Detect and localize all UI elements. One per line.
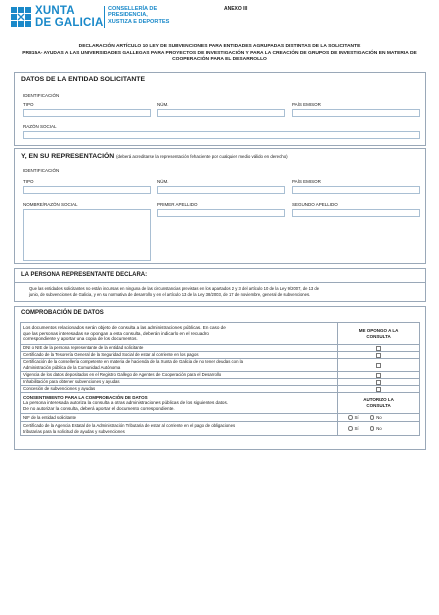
consent-title: CONSENTIMIENTO PARA LA COMPROBACIÓN DE DATOS: [23, 394, 148, 400]
consent-line-1: La persona interesada autoriza la consulta a otras administraciones públicas de los siguientes datos.: [23, 400, 229, 406]
entity-number-field[interactable]: [157, 109, 285, 117]
check-item-label: DNI o NIE de la persona representante de la entidad solicitante: [21, 345, 338, 352]
verification-header-row: [21, 323, 420, 345]
yes-label: Sí: [354, 414, 359, 420]
no-label: No: [376, 414, 382, 420]
oppose-header-line-1: ME OPONGO A LA: [358, 327, 399, 333]
representative-section-title: [21, 153, 288, 160]
oppose-column-header: [338, 323, 420, 345]
rep-surname1-field[interactable]: [157, 209, 285, 217]
title-line-1: DECLARACIÓN ARTÍCULO 10 LEY DE SUBVENCIONES PARA ENTIDADES AGRUPADAS DISTINTAS DE LA SOLICITANTE: [78, 44, 361, 49]
oppose-checkbox-hacienda[interactable]: [376, 363, 381, 368]
oppose-checkbox-disqualification[interactable]: [376, 380, 381, 385]
oppose-checkbox-registry[interactable]: [376, 373, 381, 378]
consent-intro: [21, 393, 338, 414]
verification-title: COMPROBACIÓN DE DATOS: [21, 310, 104, 316]
department-name: [108, 6, 169, 25]
authorize-nif-yes-radio[interactable]: [348, 415, 352, 419]
representative-note: (deberá acreditarse la representación fehaciente por cualquier medio válido en derecho): [116, 154, 288, 159]
rep-surname1-label: PRIMER APELLIDO: [157, 202, 198, 207]
table-row: [21, 422, 420, 436]
verification-intro: [21, 323, 338, 345]
dept-line-2: PRESIDENCIA,: [108, 12, 148, 19]
dept-line-3: XUSTIZA E DEPORTES: [108, 18, 170, 25]
item-3-line-2: Administración pública de la Comunidad Autónoma: [23, 365, 121, 370]
rep-identification-label: IDENTIFICACIÓN: [23, 168, 60, 173]
check-item-label: [21, 359, 338, 372]
table-row: [21, 414, 420, 422]
table-row: [21, 379, 420, 386]
logo-text-xunta: XUNTA: [35, 5, 75, 17]
consent-item-label: [21, 422, 338, 436]
table-row: [21, 372, 420, 379]
xunta-logo: [10, 4, 170, 30]
entity-business-name-field[interactable]: [23, 131, 420, 139]
table-row: [21, 352, 420, 359]
entity-country-field[interactable]: [292, 109, 420, 117]
no-label: No: [376, 425, 382, 431]
declaration-text: [29, 286, 419, 298]
entity-identification-label: IDENTIFICACIÓN: [23, 93, 60, 98]
entity-business-name-label: RAZÓN SOCIAL: [23, 124, 57, 129]
dept-line-1: CONSELLERÍA DE: [108, 6, 158, 12]
intro-line-2: que las personas interesadas se opongan a esta consulta, deberán indicarlo en el recuadro: [23, 330, 209, 336]
authorize-header-line-2: CONSULTA: [366, 403, 391, 408]
rep-name-label: NOMBRE/RAZÓN SOCIAL: [23, 202, 78, 207]
oppose-cell: [338, 345, 420, 352]
rep-type-field[interactable]: [23, 186, 151, 194]
authorize-cell: [338, 422, 420, 436]
check-item-label: Inhabilitación para obtener subvenciones y ayudas: [21, 379, 338, 386]
rep-number-label: NÚM.: [157, 179, 169, 184]
consent-item-2-line-1: Certificado de la Agencia Estatal de la Administración Tributaria de estar al corriente en el pago de obligaciones: [23, 422, 236, 428]
representative-title-text: Y, EN SU REPRESENTACIÓN: [21, 153, 115, 160]
oppose-checkbox-social-security[interactable]: [376, 353, 381, 358]
check-item-label: Concesión de subvenciones y ayudas: [21, 386, 338, 393]
declaration-title: LA PERSONA REPRESENTANTE DECLARA:: [21, 272, 148, 278]
rep-surname2-label: SEGUNDO APELLIDO: [292, 202, 338, 207]
title-line-3: COOPERACIÓN PARA EL DESARROLLO: [172, 57, 267, 63]
consent-line-2: De no autorizar la consulta, deberá aportar el documento correspondiente.: [23, 405, 175, 411]
rep-type-label: TIPO: [23, 179, 34, 184]
consent-header-row: [21, 393, 420, 414]
declaration-line-2: junio, de subvenciones de Galicia, y en su normativa de desarrollo y en el artículo 13 de la Ley 38/2003, de 17 de noviembre, general de subvenciones.: [29, 292, 311, 297]
logo-text-galicia: DE GALICIA: [35, 17, 104, 29]
xunta-emblem-icon: [10, 6, 32, 28]
rep-number-field[interactable]: [157, 186, 285, 194]
yes-label: Sí: [354, 425, 359, 431]
check-item-label: Certificado de la Tesorería General de la Seguridad Social de estar al corriente en los pagos: [21, 352, 338, 359]
rep-name-field[interactable]: [23, 209, 151, 261]
authorize-nif-no-radio[interactable]: [370, 415, 374, 419]
title-line-2: PR815A- AYUDAS A LAS UNIVERSIDADES GALLEGAS PARA PROYECTOS DE INVESTIGACIÓN Y PARA LA CREACIÓN DE GRUPOS DE INVESTIGACIÓN EN MATERIA DE: [22, 50, 417, 56]
entity-section: [14, 72, 426, 146]
entity-type-field[interactable]: [23, 109, 151, 117]
intro-line-1: Los documentos relacionados serán objeto de consulta a las administraciones públicas. En caso de: [23, 325, 226, 331]
oppose-checkbox-dni[interactable]: [376, 346, 381, 351]
authorize-header-line-1: AUTORIZO LA: [363, 397, 394, 403]
authorize-tax-yes-radio[interactable]: [348, 426, 352, 430]
oppose-cell: [338, 359, 420, 372]
oppose-cell: [338, 386, 420, 393]
table-row: [21, 359, 420, 372]
consent-item-label: NIF de la entidad solicitante: [21, 414, 338, 422]
intro-line-3: correspondiente y aportar una copia de los documentos.: [23, 336, 138, 342]
rep-country-field[interactable]: [292, 186, 420, 194]
table-row: [21, 345, 420, 352]
rep-surname2-field[interactable]: [292, 209, 420, 217]
oppose-cell: [338, 372, 420, 379]
consent-item-2-line-2: tributarias para la solicitud de ayudas y subvenciones: [23, 428, 125, 434]
declaration-header: [14, 268, 426, 282]
rep-country-label: PAÍS EMISOR: [292, 179, 321, 184]
authorize-cell: [338, 414, 420, 422]
representative-section: [14, 148, 426, 264]
oppose-header-line-2: CONSULTA: [366, 333, 391, 339]
check-item-label: Vigencia de los datos depositados en el Registro Gallego de Agentes de Cooperación para el Desarrollo: [21, 372, 338, 379]
declaration-body: [14, 282, 426, 302]
verification-table: [20, 322, 420, 436]
declaration-line-1: Que las entidades solicitantes no están incursas en ninguna de las circunstancias previstas en los apartados 2 y 3 del artículo 10 de la Ley 9/2007, de 13 de: [29, 286, 320, 291]
authorize-column-header: [338, 393, 420, 414]
entity-section-title: DATOS DE LA ENTIDAD SOLICITANTE: [21, 76, 145, 83]
table-row: [21, 386, 420, 393]
authorize-tax-no-radio[interactable]: [370, 426, 374, 430]
entity-number-label: NÚM.: [157, 102, 169, 107]
oppose-checkbox-grants[interactable]: [376, 387, 381, 392]
logo-divider: [104, 6, 105, 28]
oppose-cell: [338, 379, 420, 386]
entity-type-label: TIPO: [23, 102, 34, 107]
item-3-line-1: Certificación de la consellería competente en materia de hacienda de la Xunta de Galicia de no tener deudas con la: [23, 359, 243, 365]
oppose-cell: [338, 352, 420, 359]
entity-country-label: PAÍS EMISOR: [292, 102, 321, 107]
annex-label: ANEXO III: [224, 6, 248, 12]
document-title: [14, 44, 425, 64]
